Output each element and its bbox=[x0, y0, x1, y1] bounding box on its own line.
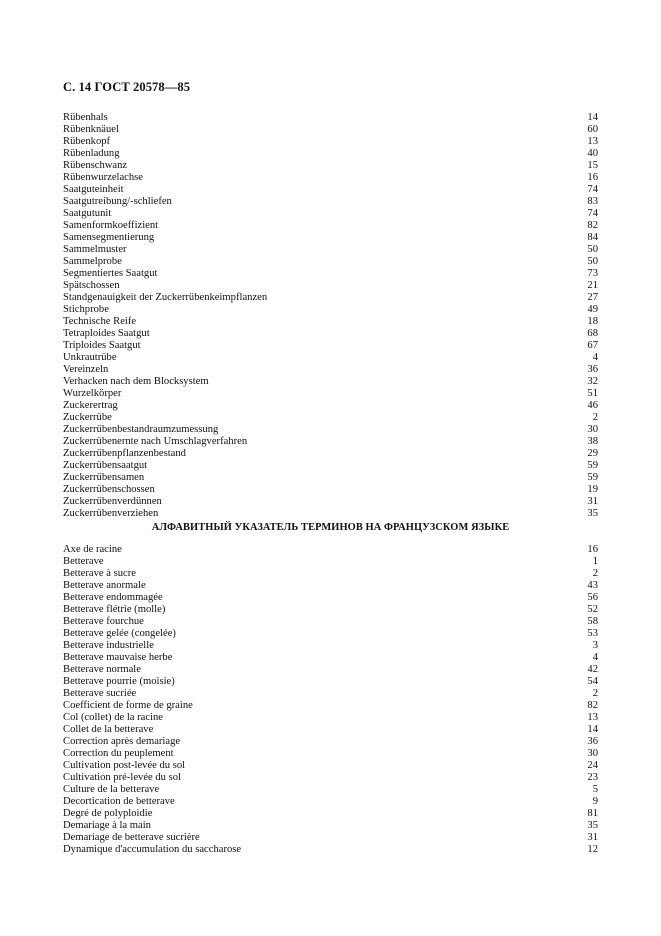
index-term: Betterave bbox=[63, 556, 104, 567]
index-entry bbox=[63, 136, 598, 148]
index-page-number: 51 bbox=[587, 388, 598, 399]
index-entry bbox=[63, 820, 598, 832]
index-term: Zuckerrübe bbox=[63, 412, 112, 423]
index-entry bbox=[63, 604, 598, 616]
index-term: Samenformkoeffizient bbox=[63, 220, 159, 231]
index-entry bbox=[63, 424, 598, 436]
index-term: Collet de la betterave bbox=[63, 724, 154, 735]
index-entry bbox=[63, 652, 598, 664]
index-term: Coefficient de forme de graine bbox=[63, 700, 193, 711]
index-entry bbox=[63, 628, 598, 640]
index-page-number: 27 bbox=[587, 292, 598, 303]
index-page-number: 29 bbox=[587, 448, 598, 459]
index-term: Rübenknäuel bbox=[63, 124, 119, 135]
index-term: Betterave normale bbox=[63, 664, 141, 675]
index-entry bbox=[63, 748, 598, 760]
index-term: Rübenwurzelachse bbox=[63, 172, 144, 183]
index-term: Saatguteinheit bbox=[63, 184, 124, 195]
index-page-number: 12 bbox=[587, 844, 598, 855]
index-entry bbox=[63, 460, 598, 472]
index-page-number: 50 bbox=[587, 244, 598, 255]
index-term: Betterave gelée (congelée) bbox=[63, 628, 176, 639]
index-term: Correction après demariage bbox=[63, 736, 181, 747]
index-page-number: 14 bbox=[587, 724, 598, 735]
index-term: Segmentiertes Saatgut bbox=[63, 268, 158, 279]
index-page-number: 30 bbox=[587, 748, 598, 759]
index-page-number: 30 bbox=[587, 424, 598, 435]
index-term: Betterave mauvaise herbe bbox=[63, 652, 173, 663]
index-entry bbox=[63, 712, 598, 724]
index-page-number: 53 bbox=[587, 628, 598, 639]
index-entry bbox=[63, 316, 598, 328]
index-page-number: 31 bbox=[587, 832, 598, 843]
index-entry bbox=[63, 772, 598, 784]
index-entry bbox=[63, 352, 598, 364]
index-page-number: 52 bbox=[587, 604, 598, 615]
index-entry bbox=[63, 556, 598, 568]
index-entry bbox=[63, 208, 598, 220]
index-entry bbox=[63, 640, 598, 652]
index-term: Demariage à la main bbox=[63, 820, 151, 831]
index-page-number: 82 bbox=[587, 700, 598, 711]
index-term: Standgenauigkeit der Zuckerrübenkeimpflanzen bbox=[63, 292, 268, 303]
index-term: Unkrautrübe bbox=[63, 352, 117, 363]
index-page-number: 31 bbox=[587, 496, 598, 507]
index-page-number: 3 bbox=[592, 640, 598, 651]
index-term: Triploides Saatgut bbox=[63, 340, 141, 351]
index-term: Zuckerrübensaatgut bbox=[63, 460, 148, 471]
index-page-number: 73 bbox=[587, 268, 598, 279]
index-term: Zuckerrübenverziehen bbox=[63, 508, 159, 519]
index-term: Zuckerrübenbestandraumzumessung bbox=[63, 424, 219, 435]
index-term: Rübenhals bbox=[63, 112, 108, 123]
index-entry bbox=[63, 844, 598, 856]
index-entry bbox=[63, 172, 598, 184]
index-term: Zuckerrübenernte nach Umschlagverfahren bbox=[63, 436, 248, 447]
index-entry bbox=[63, 676, 598, 688]
index-entry bbox=[63, 256, 598, 268]
index-term: Vereinzeln bbox=[63, 364, 109, 375]
page-header: С. 14 ГОСТ 20578—85 bbox=[63, 80, 191, 94]
index-entry bbox=[63, 196, 598, 208]
french-index-title: АЛФАВИТНЫЙ УКАЗАТЕЛЬ ТЕРМИНОВ НА ФРАНЦУЗСКОМ ЯЗЫКЕ bbox=[151, 522, 510, 533]
index-page-number: 2 bbox=[592, 688, 598, 699]
index-page-number: 74 bbox=[587, 184, 598, 195]
index-term: Sammelprobe bbox=[63, 256, 122, 267]
index-page-number: 40 bbox=[587, 148, 598, 159]
index-entry bbox=[63, 220, 598, 232]
index-term: Technische Reife bbox=[63, 316, 137, 327]
index-term: Wurzelkörper bbox=[63, 388, 122, 399]
index-page-number: 50 bbox=[587, 256, 598, 267]
index-page-number: 83 bbox=[587, 196, 598, 207]
index-entry bbox=[63, 412, 598, 424]
index-entry bbox=[63, 568, 598, 580]
index-entry bbox=[63, 736, 598, 748]
index-page-number: 5 bbox=[592, 784, 598, 795]
index-entry bbox=[63, 148, 598, 160]
index-page-number: 13 bbox=[587, 136, 598, 147]
index-page-number: 81 bbox=[587, 808, 598, 819]
index-page-number: 35 bbox=[587, 820, 598, 831]
index-term: Betterave anormale bbox=[63, 580, 146, 591]
index-page-number: 24 bbox=[587, 760, 598, 771]
index-entry bbox=[63, 832, 598, 844]
index-entry bbox=[63, 448, 598, 460]
index-page-number: 23 bbox=[587, 772, 598, 783]
index-entry bbox=[63, 388, 598, 400]
index-term: Betterave flétrie (molle) bbox=[63, 604, 166, 615]
index-entry bbox=[63, 124, 598, 136]
index-page-number: 9 bbox=[592, 796, 598, 807]
index-page-number: 19 bbox=[587, 484, 598, 495]
index-entry bbox=[63, 328, 598, 340]
index-term: Verhacken nach dem Blocksystem bbox=[63, 376, 209, 387]
index-term: Zuckerrübenverdünnen bbox=[63, 496, 162, 507]
index-term: Decortication de betterave bbox=[63, 796, 175, 807]
index-page-number: 4 bbox=[592, 652, 598, 663]
index-term: Samensegmentierung bbox=[63, 232, 155, 243]
index-entry bbox=[63, 508, 598, 520]
index-entry bbox=[63, 484, 598, 496]
index-entry bbox=[63, 760, 598, 772]
index-page-number: 15 bbox=[587, 160, 598, 171]
index-page-number: 46 bbox=[587, 400, 598, 411]
index-term: Sammelmuster bbox=[63, 244, 127, 255]
index-page-number: 74 bbox=[587, 208, 598, 219]
index-entry bbox=[63, 160, 598, 172]
index-term: Correction du peuplement bbox=[63, 748, 174, 759]
index-entry bbox=[63, 784, 598, 796]
index-page-number: 16 bbox=[587, 172, 598, 183]
french-term-index bbox=[63, 544, 598, 856]
index-page-number: 35 bbox=[587, 508, 598, 519]
index-page-number: 82 bbox=[587, 220, 598, 231]
index-page-number: 67 bbox=[587, 340, 598, 351]
german-term-index bbox=[63, 112, 598, 520]
index-entry bbox=[63, 808, 598, 820]
index-page-number: 58 bbox=[587, 616, 598, 627]
index-page-number: 36 bbox=[587, 364, 598, 375]
index-term: Betterave industrielle bbox=[63, 640, 154, 651]
index-page-number: 84 bbox=[587, 232, 598, 243]
index-entry bbox=[63, 376, 598, 388]
index-page-number: 68 bbox=[587, 328, 598, 339]
index-term: Betterave pourrie (moisie) bbox=[63, 676, 175, 687]
index-term: Stichprobe bbox=[63, 304, 109, 315]
index-page-number: 43 bbox=[587, 580, 598, 591]
index-page-number: 42 bbox=[587, 664, 598, 675]
index-entry bbox=[63, 496, 598, 508]
index-term: Zuckerrübenschossen bbox=[63, 484, 155, 495]
index-term: Culture de la betterave bbox=[63, 784, 160, 795]
index-entry bbox=[63, 112, 598, 124]
index-term: Rübenschwanz bbox=[63, 160, 128, 171]
index-entry bbox=[63, 280, 598, 292]
index-entry bbox=[63, 268, 598, 280]
index-term: Saatgutunit bbox=[63, 208, 112, 219]
index-entry bbox=[63, 472, 598, 484]
index-entry bbox=[63, 364, 598, 376]
index-entry bbox=[63, 304, 598, 316]
index-entry bbox=[63, 616, 598, 628]
index-entry bbox=[63, 580, 598, 592]
index-term: Betterave à sucre bbox=[63, 568, 136, 579]
index-term: Zuckerrübensamen bbox=[63, 472, 145, 483]
index-entry bbox=[63, 796, 598, 808]
index-page-number: 13 bbox=[587, 712, 598, 723]
index-page-number: 2 bbox=[592, 412, 598, 423]
index-term: Betterave endommagée bbox=[63, 592, 163, 603]
index-term: Axe de racine bbox=[63, 544, 122, 555]
index-term: Cultivation post-levée du sol bbox=[63, 760, 186, 771]
index-term: Rübenladung bbox=[63, 148, 120, 159]
index-entry bbox=[63, 544, 598, 556]
index-page-number: 38 bbox=[587, 436, 598, 447]
index-page-number: 56 bbox=[587, 592, 598, 603]
index-entry bbox=[63, 292, 598, 304]
index-term: Cultivation pré-levée du sol bbox=[63, 772, 181, 783]
index-page-number: 18 bbox=[587, 316, 598, 327]
index-term: Betterave sucriée bbox=[63, 688, 137, 699]
index-term: Demariage de betterave sucrière bbox=[63, 832, 200, 843]
index-entry bbox=[63, 244, 598, 256]
index-page-number: 2 bbox=[592, 568, 598, 579]
index-page-number: 36 bbox=[587, 736, 598, 747]
index-page-number: 49 bbox=[587, 304, 598, 315]
index-page-number: 59 bbox=[587, 460, 598, 471]
index-entry bbox=[63, 232, 598, 244]
index-entry bbox=[63, 400, 598, 412]
index-entry bbox=[63, 700, 598, 712]
index-term: Degré de polyploidie bbox=[63, 808, 153, 819]
index-page-number: 1 bbox=[592, 556, 598, 567]
index-term: Tetraploides Saatgut bbox=[63, 328, 150, 339]
index-page-number: 14 bbox=[587, 112, 598, 123]
index-page-number: 54 bbox=[587, 676, 598, 687]
index-page-number: 60 bbox=[587, 124, 598, 135]
index-entry bbox=[63, 184, 598, 196]
index-entry bbox=[63, 592, 598, 604]
index-page-number: 32 bbox=[587, 376, 598, 387]
index-term: Dynamique d'accumulation du saccharose bbox=[63, 844, 242, 855]
index-term: Betterave fourchue bbox=[63, 616, 144, 627]
index-entry bbox=[63, 724, 598, 736]
index-entry bbox=[63, 436, 598, 448]
index-page-number: 16 bbox=[587, 544, 598, 555]
index-entry bbox=[63, 688, 598, 700]
index-page-number: 59 bbox=[587, 472, 598, 483]
index-entry bbox=[63, 340, 598, 352]
index-term: Rübenkopf bbox=[63, 136, 111, 147]
index-term: Col (collet) de la racine bbox=[63, 712, 164, 723]
index-entry bbox=[63, 664, 598, 676]
index-term: Zuckerertrag bbox=[63, 400, 118, 411]
index-term: Spätschossen bbox=[63, 280, 120, 291]
index-term: Saatgutreibung/-schliefen bbox=[63, 196, 172, 207]
index-page-number: 21 bbox=[587, 280, 598, 291]
index-page-number: 4 bbox=[592, 352, 598, 363]
index-term: Zuckerrübenpflanzenbestand bbox=[63, 448, 186, 459]
